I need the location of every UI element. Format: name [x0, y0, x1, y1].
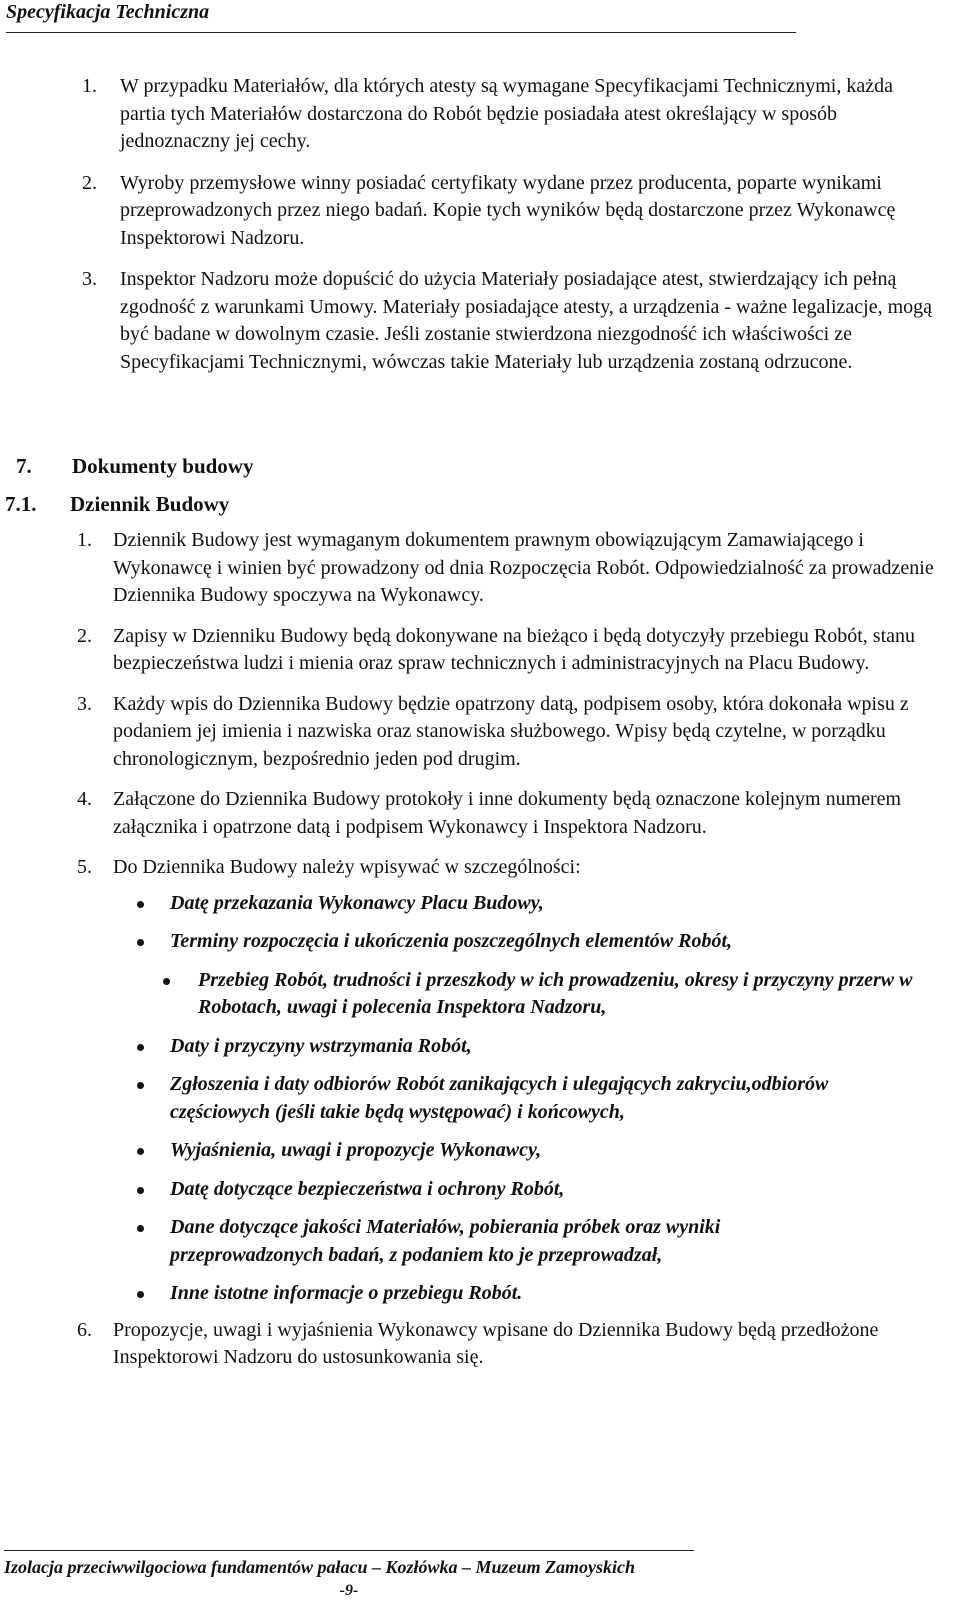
- list-item: [0, 623, 960, 678]
- bullet-item: [170, 1071, 930, 1126]
- item-text: Załączone do Dziennika Budowy protokoły i inne dokumenty będą oznaczone kolejnym numerem załącznika i opatrzone datą i podpisem Wykonawcy i Inspektora Nadzoru.: [113, 788, 902, 838]
- section-title: Dokumenty budowy: [72, 454, 254, 478]
- subsection-number: 7.1.: [5, 492, 37, 516]
- list-item: [0, 854, 960, 882]
- bullet-icon: [137, 1291, 144, 1298]
- bullet-icon: [137, 1187, 144, 1194]
- item-text: Dziennik Budowy jest wymaganym dokumentem prawnym obowiązującym Zamawiającego i Wykonawcę i winien być prowadzony od dnia Rozpoczęcia Robót. Odpowiedzialność za prowadzenie Dziennika Budowy spoczywa na Wykonawcy.: [113, 529, 934, 606]
- bullet-text: Datę przekazania Wykonawcy Placu Budowy,: [170, 891, 544, 914]
- bullet-text: Datę dotyczące bezpieczeństwa i ochrony Robót,: [170, 1177, 565, 1200]
- item-number: 5.: [77, 856, 92, 878]
- item-text: Każdy wpis do Dziennika Budowy będzie opatrzony datą, podpisem osoby, która dokonała wpisu z podaniem jej imienia i nazwiska oraz stanowiska służbowego. Wpisy będą czytelne, w porządku chronologicznym, bezpośrednio jeden pod drugim.: [113, 692, 909, 770]
- item-text: W przypadku Materiałów, dla których atesty są wymagane Specyfikacjami Technicznymi, każda partia tych Materiałów dostarczona do Robót będzie posiadała atest określający w sposób jednoznaczny jej cechy.: [120, 75, 893, 152]
- list-item: [0, 170, 960, 253]
- section-number: 7.: [16, 454, 32, 478]
- bullet-item: [170, 890, 930, 918]
- bullet-item: [170, 1137, 930, 1165]
- item-number: 2.: [77, 624, 92, 647]
- bullet-text: Wyjaśnienia, uwagi i propozycje Wykonawcy,: [170, 1139, 542, 1161]
- page-footer: [4, 1550, 694, 1601]
- bullet-icon: [163, 978, 170, 985]
- list-item: [0, 266, 960, 376]
- bullet-item: [170, 1214, 850, 1269]
- list-item: [0, 786, 960, 841]
- page-header: [6, 0, 796, 33]
- item-text: Propozycje, uwagi i wyjaśnienia Wykonawcy wpisane do Dziennika Budowy będą przedłożone Inspektorowi Nadzoru do ustosunkowania się.: [113, 1318, 879, 1368]
- bullet-icon: [137, 901, 144, 908]
- item-text: Wyroby przemysłowe winny posiadać certyfikaty wydane przez producenta, poparte wynikami przeprowadzonych przez niego badań. Kopie tych wyników będą dostarczone przez Wykonawcę Inspektorowi Nadzoru.: [120, 171, 896, 249]
- bullet-text: Daty i przyczyny wstrzymania Robót,: [170, 1034, 472, 1057]
- bullet-icon: [137, 1148, 144, 1155]
- bullet-item: [170, 1033, 930, 1061]
- bullet-icon: [137, 1044, 144, 1051]
- subsection-title: Dziennik Budowy: [70, 492, 230, 516]
- item-number: 1.: [77, 529, 92, 551]
- list-item: [0, 527, 960, 610]
- item-text: Inspektor Nadzoru może dopuścić do użycia Materiały posiadające atest, stwierdzający ich pełną zgodność z warunkami Umowy. Materiały posiadające atesty, a urządzenia - ważne legalizacje, mogą być badane w dowolnym czasie. Jeśli zostanie stwierdzona niezgodność ich właściwości ze Specyfikacjami Technicznymi, wówczas takie Materiały lub urządzenia zostaną odrzucone.: [120, 268, 933, 373]
- page-number: -9-: [339, 1582, 359, 1599]
- list-item: [0, 73, 960, 156]
- bullet-text: Dane dotyczące jakości Materiałów, pobierania próbek oraz wyniki przeprowadzonych badań, z podaniem kto je przeprowadzał,: [170, 1216, 721, 1266]
- bullet-icon: [137, 939, 144, 946]
- bullet-text: Terminy rozpoczęcia i ukończenia poszczególnych elementów Robót,: [170, 930, 733, 952]
- bullet-text: Zgłoszenia i daty odbiorów Robót zanikających i ulegających zakryciu,odbiorów częściowych (jeśli takie będą występować) i końcowych,: [170, 1073, 829, 1123]
- requirements-list: [0, 73, 960, 390]
- site-diary-rules-list: [0, 527, 960, 1385]
- bullet-item: [170, 1280, 930, 1308]
- item-number: 1.: [82, 75, 97, 97]
- bullet-item: [170, 928, 930, 956]
- bullet-item: [198, 967, 918, 1022]
- bullet-item: [170, 1176, 930, 1204]
- item-number: 3.: [77, 692, 92, 715]
- bullet-icon: [137, 1225, 144, 1232]
- item-number: 2.: [82, 171, 97, 194]
- list-item: [0, 691, 960, 774]
- item-number: 4.: [77, 788, 92, 810]
- item-text: Zapisy w Dzienniku Budowy będą dokonywane na bieżąco i będą dotyczyły przebiegu Robót, stanu bezpieczeństwa ludzi i mienia oraz spraw technicznych i administracyjnych na Placu Budowy.: [113, 624, 916, 674]
- document-title: Specyfikacja Techniczna: [6, 1, 210, 23]
- footer-project-title: Izolacja przeciwwilgociowa fundamentów pałacu – Kozłówka – Muzeum Zamoyskich: [4, 1557, 636, 1577]
- bullet-text: Inne istotne informacje o przebiegu Robót.: [170, 1282, 523, 1304]
- bullet-text: Przebieg Robót, trudności i przeszkody w ich prowadzeniu, okresy i przyczyny przerw w Robotach, uwagi i polecenia Inspektora Nadzoru,: [198, 968, 913, 1018]
- bullet-icon: [137, 1082, 144, 1089]
- entry-types-bullet-list: [0, 890, 960, 1308]
- item-number: 6.: [77, 1318, 92, 1341]
- list-item: [0, 1317, 960, 1372]
- item-number: 3.: [82, 268, 97, 290]
- item-text: Do Dziennika Budowy należy wpisywać w szczególności:: [113, 856, 581, 878]
